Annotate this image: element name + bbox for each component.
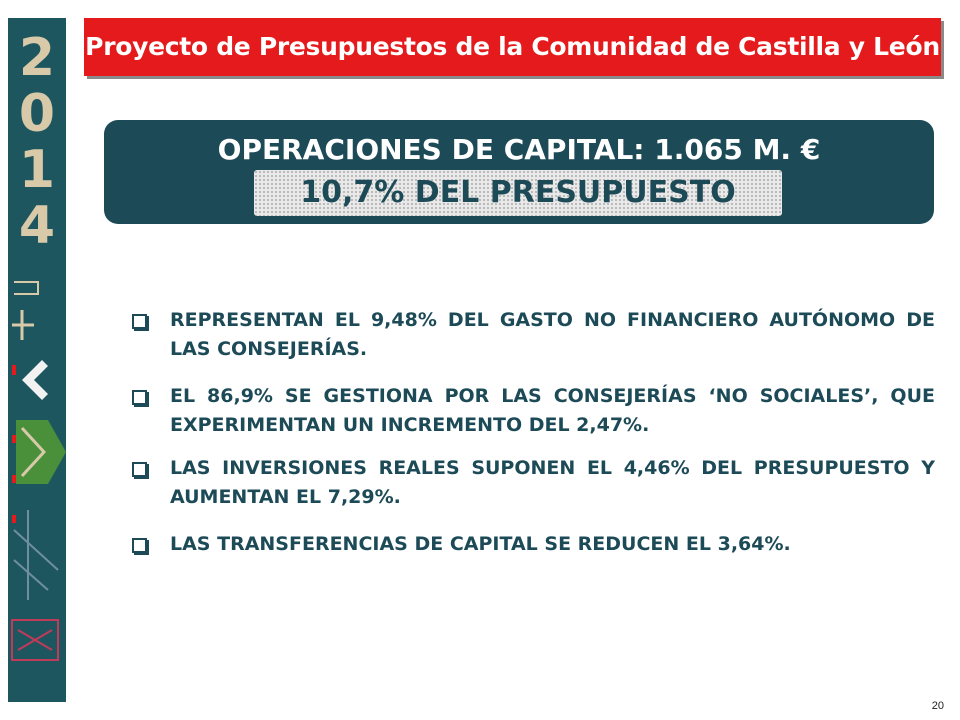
list-item xyxy=(132,530,935,559)
list-item xyxy=(132,454,935,512)
checkbox-bullet-icon xyxy=(132,390,147,405)
capital-title: OPERACIONES DE CAPITAL: 1.065 M. € xyxy=(217,133,821,166)
year-logo xyxy=(8,30,66,254)
bullet-text: REPRESENTAN EL 9,48% DEL GASTO NO FINANCIERO AUTÓNOMO DE LAS CONSEJERÍAS. xyxy=(170,309,935,360)
decorative-arrows-graphic xyxy=(8,270,66,690)
list-item xyxy=(132,382,935,440)
page-number: 20 xyxy=(931,700,944,712)
checkbox-bullet-icon xyxy=(132,538,147,553)
list-item xyxy=(132,306,935,364)
bullet-text: LAS TRANSFERENCIAS DE CAPITAL SE REDUCEN EL 3,64%. xyxy=(170,533,791,555)
bullet-list xyxy=(132,306,935,577)
year-digit: 0 xyxy=(18,84,56,144)
header-banner xyxy=(84,18,941,76)
year-digit: 4 xyxy=(18,196,56,256)
bullet-text: EL 86,9% SE GESTIONA POR LAS CONSEJERÍAS ‘NO SOCIALES’, QUE EXPERIMENTAN UN INCREMENTO DEL 2,47%. xyxy=(170,385,935,436)
checkbox-bullet-icon xyxy=(132,462,147,477)
year-digit: 1 xyxy=(18,140,56,200)
budget-percent-badge: 10,7% DEL PRESUPUESTO xyxy=(254,170,782,216)
bullet-text: LAS INVERSIONES REALES SUPONEN EL 4,46% DEL PRESUPUESTO Y AUMENTAN EL 7,29%. xyxy=(170,457,935,508)
checkbox-bullet-icon xyxy=(132,314,147,329)
header-title: Proyecto de Presupuestos de la Comunidad de Castilla y León xyxy=(85,32,940,61)
year-digit: 2 xyxy=(18,28,56,88)
